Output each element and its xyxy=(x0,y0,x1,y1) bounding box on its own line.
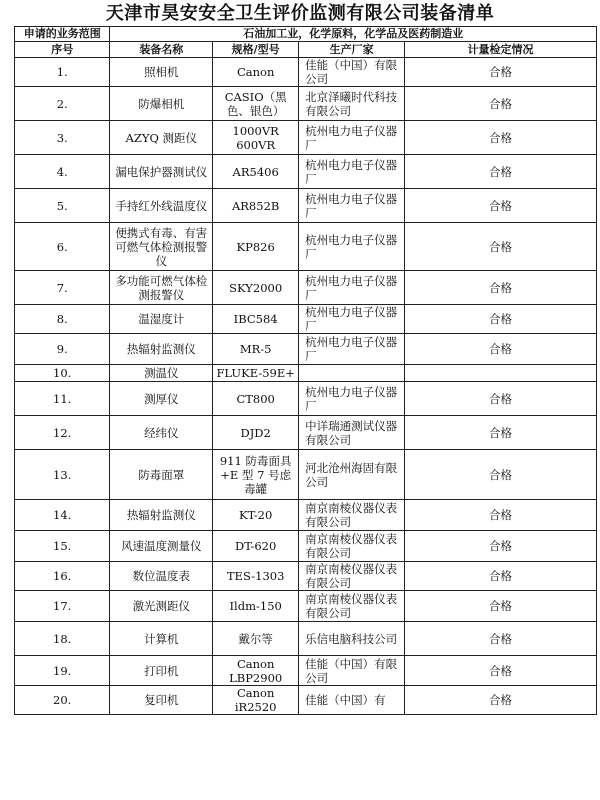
calibration-status: 合格 xyxy=(405,58,597,87)
equipment-name: 热辐射监测仪 xyxy=(110,500,213,531)
equipment-name: 经纬仪 xyxy=(110,416,213,450)
calibration-status: 合格 xyxy=(405,189,597,223)
equipment-name: 热辐射监测仪 xyxy=(110,334,213,365)
calibration-status: 合格 xyxy=(405,686,597,715)
table-row xyxy=(15,121,597,155)
equipment-model: Canon xyxy=(213,58,299,87)
manufacturer: 杭州电力电子仪器厂 xyxy=(299,223,405,271)
equipment-model: AR852B xyxy=(213,189,299,223)
equipment-name: 漏电保护器测试仪 xyxy=(110,155,213,189)
equipment-name: 打印机 xyxy=(110,656,213,686)
manufacturer: 河北沧州海固有限公司 xyxy=(299,450,405,500)
equipment-model: DT-620 xyxy=(213,531,299,562)
table-row xyxy=(15,562,597,591)
table-row xyxy=(15,223,597,271)
equipment-model: TES-1303 xyxy=(213,562,299,591)
manufacturer: 杭州电力电子仪器厂 xyxy=(299,334,405,365)
table-row xyxy=(15,591,597,622)
row-number: 4. xyxy=(15,155,110,189)
equipment-name: 计算机 xyxy=(110,622,213,656)
row-number: 15. xyxy=(15,531,110,562)
equipment-name: 温湿度计 xyxy=(110,305,213,334)
row-number: 3. xyxy=(15,121,110,155)
header-model: 规格/型号 xyxy=(213,42,299,58)
equipment-model: DJD2 xyxy=(213,416,299,450)
row-number: 16. xyxy=(15,562,110,591)
manufacturer: 佳能（中国）有限公司 xyxy=(299,58,405,87)
table-row xyxy=(15,382,597,416)
manufacturer: 南京南棱仪器仪表有限公司 xyxy=(299,591,405,622)
equipment-model: 911 防毒面具+E 型 7 号虑毒罐 xyxy=(213,450,299,500)
row-number: 11. xyxy=(15,382,110,416)
manufacturer: 南京南棱仪器仪表有限公司 xyxy=(299,500,405,531)
manufacturer: 佳能（中国）有限公司 xyxy=(299,656,405,686)
equipment-model: FLUKE-59E+ xyxy=(213,365,299,382)
row-number: 18. xyxy=(15,622,110,656)
table-row xyxy=(15,365,597,382)
scope-label: 申请的业务范围 xyxy=(15,27,110,42)
row-number: 2. xyxy=(15,87,110,121)
calibration-status: 合格 xyxy=(405,591,597,622)
table-row xyxy=(15,531,597,562)
header-name: 装备名称 xyxy=(110,42,213,58)
calibration-status xyxy=(405,365,597,382)
table-row xyxy=(15,656,597,686)
equipment-name: 便携式有毒、有害可燃气体检测报警仪 xyxy=(110,223,213,271)
equipment-name: 多功能可燃气体检测报警仪 xyxy=(110,271,213,305)
row-number: 8. xyxy=(15,305,110,334)
equipment-name: 数位温度表 xyxy=(110,562,213,591)
equipment-model: Canon LBP2900 xyxy=(213,656,299,686)
calibration-status: 合格 xyxy=(405,416,597,450)
scope-value: 石油加工业，化学原料，化学品及医药制造业 xyxy=(110,27,597,42)
row-number: 19. xyxy=(15,656,110,686)
equipment-model: Ildm-150 xyxy=(213,591,299,622)
manufacturer: 杭州电力电子仪器厂 xyxy=(299,121,405,155)
equipment-model: MR-5 xyxy=(213,334,299,365)
manufacturer: 佳能（中国）有 xyxy=(299,686,405,715)
equipment-name: 防毒面罩 xyxy=(110,450,213,500)
table-row xyxy=(15,58,597,87)
row-number: 1. xyxy=(15,58,110,87)
table-row xyxy=(15,450,597,500)
table-row xyxy=(15,305,597,334)
equipment-name: 手持红外线温度仪 xyxy=(110,189,213,223)
equipment-name: 测厚仪 xyxy=(110,382,213,416)
calibration-status: 合格 xyxy=(405,155,597,189)
calibration-status: 合格 xyxy=(405,334,597,365)
equipment-name: 防爆相机 xyxy=(110,87,213,121)
equipment-name: 测温仪 xyxy=(110,365,213,382)
manufacturer: 杭州电力电子仪器厂 xyxy=(299,305,405,334)
document-title: 天津市昊安安全卫生评价监测有限公司装备清单 xyxy=(105,3,495,24)
table-row xyxy=(15,189,597,223)
row-number: 7. xyxy=(15,271,110,305)
equipment-model: KT-20 xyxy=(213,500,299,531)
calibration-status: 合格 xyxy=(405,121,597,155)
manufacturer: 中详瑞通测试仪器有限公司 xyxy=(299,416,405,450)
calibration-status: 合格 xyxy=(405,271,597,305)
equipment-model: 戴尔等 xyxy=(213,622,299,656)
equipment-model: SKY2000 xyxy=(213,271,299,305)
equipment-name: 风速温度测量仪 xyxy=(110,531,213,562)
row-number: 13. xyxy=(15,450,110,500)
calibration-status: 合格 xyxy=(405,622,597,656)
row-number: 20. xyxy=(15,686,110,715)
calibration-status: 合格 xyxy=(405,450,597,500)
manufacturer: 杭州电力电子仪器厂 xyxy=(299,382,405,416)
manufacturer: 杭州电力电子仪器厂 xyxy=(299,189,405,223)
equipment-name: 照相机 xyxy=(110,58,213,87)
row-number: 17. xyxy=(15,591,110,622)
manufacturer: 南京南棱仪器仪表有限公司 xyxy=(299,562,405,591)
calibration-status: 合格 xyxy=(405,531,597,562)
equipment-name: 激光测距仪 xyxy=(110,591,213,622)
calibration-status: 合格 xyxy=(405,562,597,591)
row-number: 9. xyxy=(15,334,110,365)
manufacturer: 乐信电脑科技公司 xyxy=(299,622,405,656)
table-row xyxy=(15,87,597,121)
row-number: 6. xyxy=(15,223,110,271)
calibration-status: 合格 xyxy=(405,500,597,531)
equipment-model: KP826 xyxy=(213,223,299,271)
row-number: 5. xyxy=(15,189,110,223)
table-row xyxy=(15,500,597,531)
table-header-row xyxy=(15,42,597,58)
table-row xyxy=(15,334,597,365)
manufacturer: 北京泽曦时代科技有限公司 xyxy=(299,87,405,121)
header-no: 序号 xyxy=(15,42,110,58)
calibration-status: 合格 xyxy=(405,382,597,416)
header-manufacturer: 生产厂家 xyxy=(299,42,405,58)
manufacturer: 南京南棱仪器仪表有限公司 xyxy=(299,531,405,562)
table-row xyxy=(15,416,597,450)
table-row xyxy=(15,155,597,189)
row-number: 14. xyxy=(15,500,110,531)
row-number: 10. xyxy=(15,365,110,382)
calibration-status: 合格 xyxy=(405,87,597,121)
manufacturer: 杭州电力电子仪器厂 xyxy=(299,271,405,305)
table-row xyxy=(15,622,597,656)
equipment-model: IBC584 xyxy=(213,305,299,334)
manufacturer xyxy=(299,365,405,382)
table-row xyxy=(15,271,597,305)
row-number: 12. xyxy=(15,416,110,450)
header-calibration: 计量检定情况 xyxy=(405,42,597,58)
calibration-status: 合格 xyxy=(405,305,597,334)
equipment-model: CT800 xyxy=(213,382,299,416)
equipment-model: Canon iR2520 xyxy=(213,686,299,715)
business-scope-row xyxy=(15,27,597,42)
table-row xyxy=(15,686,597,715)
equipment-table xyxy=(14,26,597,715)
calibration-status: 合格 xyxy=(405,656,597,686)
manufacturer: 杭州电力电子仪器厂 xyxy=(299,155,405,189)
equipment-model: AR5406 xyxy=(213,155,299,189)
equipment-name: 复印机 xyxy=(110,686,213,715)
equipment-name: AZYQ 测距仪 xyxy=(110,121,213,155)
equipment-model: CASIO（黑色、银色） xyxy=(213,87,299,121)
equipment-model: 1000VR 600VR xyxy=(213,121,299,155)
calibration-status: 合格 xyxy=(405,223,597,271)
